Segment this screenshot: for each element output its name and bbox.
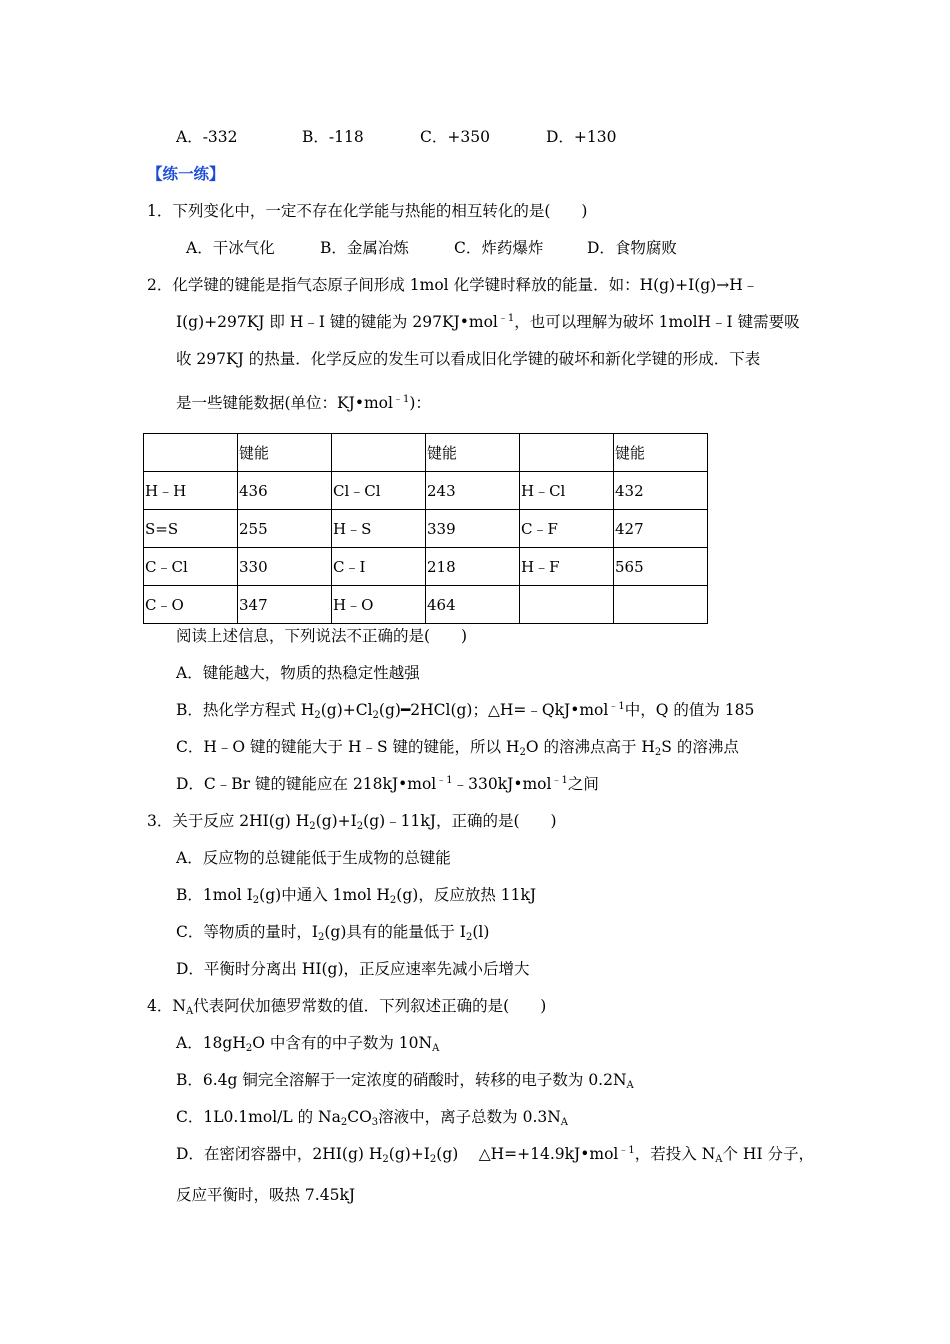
q4-option-c: C．1L0.1mol/L 的 $Na_2CO_3$溶液中，离子总数为 $0.3N_A$ <box>176 1108 569 1128</box>
q4-option-b: B．6.4g 铜完全溶解于一定浓度的硝酸时，转移的电子数为 $0.2N_A$ <box>176 1071 634 1091</box>
q2-option-c: C．H﹣O 键的键能大于 H﹣S 键的键能，所以 $H_2O$ 的溶沸点高于 $H_2S$ 的溶沸点 <box>176 738 739 758</box>
q3-option-d: D．平衡时分离出 HI(g)，正反应速率先减小后增大 <box>176 960 530 978</box>
q2-option-a: A．键能越大，物质的热稳定性越强 <box>176 664 420 682</box>
q2-option-d: D．C﹣Br 键的键能应在 218kJ•mol$^{﹣1}$﹣330kJ•mol$^{﹣1}$之间 <box>176 775 599 793</box>
bond-energy-table <box>143 433 708 624</box>
section-title: 【练一练】 <box>147 164 225 183</box>
q4-option-a: A．$18gH_2O$ 中含有的中子数为 $10N_A$ <box>176 1034 440 1054</box>
q1-stem: 1．下列变化中，一定不存在化学能与热能的相互转化的是( ) <box>147 202 588 220</box>
q3-stem: 3．关于反应 2HI(g) $H_2(g)+I_2(g)﹣11kJ$，正确的是( ) <box>147 812 557 832</box>
q4-option-d-continued: 反应平衡时，吸热 7.45kJ <box>176 1186 356 1204</box>
prev-options <box>176 127 617 147</box>
table-row: S=S 255 H﹣S 339 C﹣F 427 <box>144 510 708 548</box>
q1-options <box>186 238 677 258</box>
q1-option-c: C．炸药爆炸 <box>454 239 544 257</box>
q1-option-b: B．金属冶炼 <box>320 239 409 257</box>
q2-line-2: I(g)+297KJ 即 H﹣I 键的键能为 297KJ•mol$^{﹣1}$，也可以理解为破坏 1molH﹣I 键需要吸 <box>176 313 800 331</box>
q1-option-a: A．干冰气化 <box>186 239 275 257</box>
prev-option-c: C．+350 <box>420 128 490 146</box>
q4-stem: 4．$N_A$代表阿伏加德罗常数的值．下列叙述正确的是( ) <box>147 997 547 1017</box>
table-row: C﹣O 347 H﹣O 464 <box>144 586 708 624</box>
q2-option-b: B．热化学方程式 $H_2(g)+Cl_2(g)━2HCl(g)$；△H=﹣QkJ•mol$^{﹣1}$中，Q 的值为 185 <box>176 701 755 721</box>
q3-option-a: A．反应物的总键能低于生成物的总键能 <box>176 849 451 867</box>
prev-option-d: D．+130 <box>546 128 617 146</box>
q3-option-b: B．1mol $I_2(g)$中通入 1mol $H_2(g)$，反应放热 11kJ <box>176 886 537 906</box>
q2-line-3: 收 297KJ 的热量．化学反应的发生可以看成旧化学键的破坏和新化学键的形成．下表 <box>176 350 761 368</box>
table-row: H﹣H 436 Cl﹣Cl 243 H﹣Cl 432 <box>144 472 708 510</box>
q2-line-1: 2．化学键的键能是指气态原子间形成 1mol 化学键时释放的能量．如：H(g)+I(g)→H﹣ <box>147 276 759 294</box>
q2-question: 阅读上述信息，下列说法不正确的是( ) <box>176 627 468 645</box>
q4-option-d: D．在密闭容器中，2HI(g) $H_2(g)+I_2(g)$ △H=+14.9kJ•mol$^{﹣1}$，若投入 $N_A$个 HI 分子， <box>176 1145 814 1165</box>
q3-option-c: C．等物质的量时，$I_2(g)$具有的能量低于 $I_2(l)$ <box>176 923 490 943</box>
prev-option-b: B．-118 <box>302 128 364 146</box>
table-row: 键能 键能 键能 <box>144 434 708 472</box>
q2-line-4: 是一些键能数据(单位：KJ•mol$^{﹣1}$)： <box>176 394 431 412</box>
table-row: C﹣Cl 330 C﹣I 218 H﹣F 565 <box>144 548 708 586</box>
prev-option-a: A．-332 <box>176 128 238 146</box>
q1-option-d: D．食物腐败 <box>587 239 677 257</box>
